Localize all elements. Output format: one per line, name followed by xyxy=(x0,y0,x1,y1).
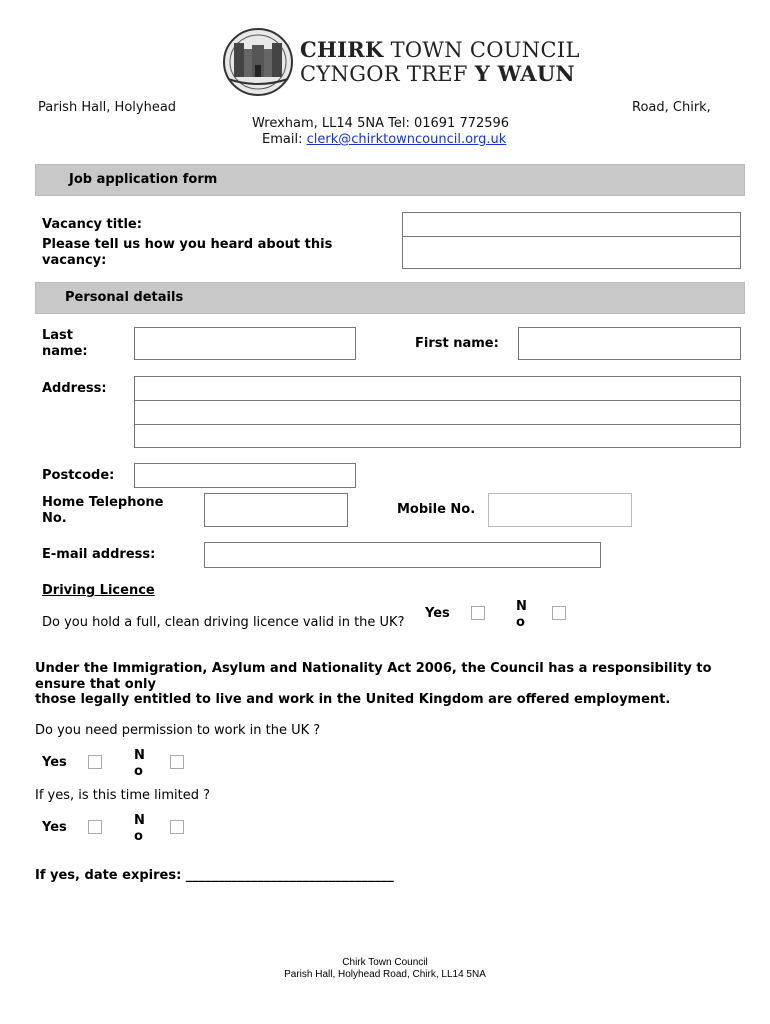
driving-yes-checkbox[interactable] xyxy=(471,606,485,620)
personal-details-heading xyxy=(35,282,745,314)
driving-licence-heading: Driving Licence xyxy=(42,583,155,598)
immigration-notice-line1: Under the Immigration, Asylum and Nationality Act 2006, the Council has a responsibility to ensure that only xyxy=(35,661,712,692)
permission-yes-label: Yes xyxy=(42,755,67,770)
permission-yes-checkbox[interactable] xyxy=(88,755,102,769)
vacancy-title-input[interactable] xyxy=(402,212,741,237)
permission-no-label-2: o xyxy=(134,764,143,779)
postcode-label: Postcode: xyxy=(42,468,115,483)
job-application-title: Job application form xyxy=(69,172,218,187)
personal-details-title: Personal details xyxy=(65,290,184,305)
driving-no-label-1: N xyxy=(516,599,527,614)
first-name-input[interactable] xyxy=(518,327,741,360)
heard-about-input[interactable] xyxy=(402,236,741,269)
email-line xyxy=(262,132,506,147)
time-limited-yes-checkbox[interactable] xyxy=(88,820,102,834)
heard-about-label: Please tell us how you heard about this vacancy: xyxy=(42,237,333,268)
footer-line1: Chirk Town Council xyxy=(342,957,428,968)
job-application-heading xyxy=(35,164,745,196)
time-limited-no-checkbox[interactable] xyxy=(170,820,184,834)
time-limited-question: If yes, is this time limited ? xyxy=(35,788,211,803)
footer-line2: Parish Hall, Holyhead Road, Chirk, LL14 5NA xyxy=(284,969,486,980)
address-line3-input[interactable] xyxy=(134,424,741,448)
address-right: Road, Chirk, xyxy=(632,100,711,115)
time-limited-yes-label: Yes xyxy=(42,820,67,835)
driving-yes-label: Yes xyxy=(425,606,450,621)
home-telephone-input[interactable] xyxy=(204,493,348,527)
email-label: Email: xyxy=(262,132,307,147)
address-left: Parish Hall, Holyhead xyxy=(38,100,177,115)
email-link[interactable]: clerk@chirktowncouncil.org.uk xyxy=(306,132,507,147)
driving-no-label-2: o xyxy=(516,615,525,630)
email-address-input[interactable] xyxy=(204,542,601,568)
address-line1-input[interactable] xyxy=(134,376,741,401)
last-name-label: Last name: xyxy=(42,328,88,359)
email-address-label: E-mail address: xyxy=(42,547,156,562)
time-limited-no-label-1: N xyxy=(134,813,145,828)
driving-licence-question: Do you hold a full, clean driving licence valid in the UK? xyxy=(42,615,405,630)
driving-no-checkbox[interactable] xyxy=(552,606,566,620)
vacancy-title-label: Vacancy title: xyxy=(42,217,142,232)
last-name-input[interactable] xyxy=(134,327,356,360)
permission-no-label-1: N xyxy=(134,748,145,763)
permission-question: Do you need permission to work in the UK ? xyxy=(35,723,321,738)
time-limited-no-label-2: o xyxy=(134,829,143,844)
mobile-label: Mobile No. xyxy=(397,502,476,517)
address-line2: Wrexham, LL14 5NA Tel: 01691 772596 xyxy=(252,116,510,131)
immigration-notice-line2: those legally entitled to live and work in the United Kingdom are offered employment. xyxy=(35,692,671,707)
postcode-input[interactable] xyxy=(134,463,356,488)
address-label: Address: xyxy=(42,381,107,396)
permission-no-checkbox[interactable] xyxy=(170,755,184,769)
home-telephone-label: Home Telephone No. xyxy=(42,495,164,526)
address-line2-input[interactable] xyxy=(134,400,741,425)
council-crest-logo xyxy=(222,27,294,97)
council-name: CHIRK TOWN COUNCIL CYNGOR TREF Y WAUN xyxy=(300,37,580,86)
date-expires-field[interactable]: If yes, date expires: ________________________________ xyxy=(35,868,394,883)
mobile-input[interactable] xyxy=(488,493,632,527)
first-name-label: First name: xyxy=(415,336,499,351)
